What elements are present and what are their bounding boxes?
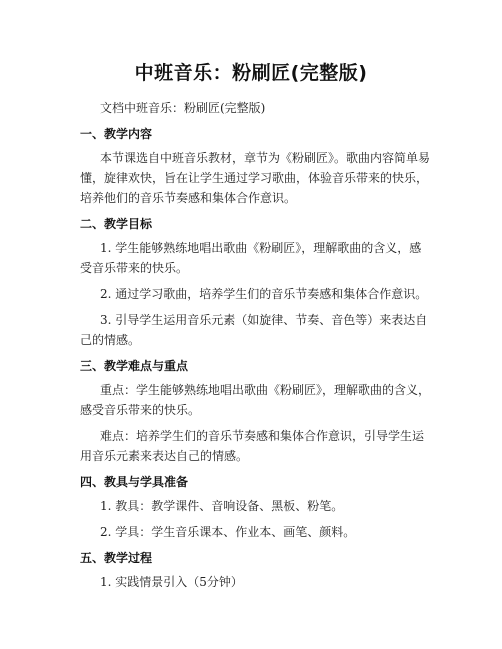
section-heading-materials: 四、教具与学具准备 <box>80 475 189 489</box>
list-item-goal-1 <box>80 238 432 278</box>
section-heading-teaching-content: 一、教学内容 <box>80 127 153 141</box>
list-item-material-2 <box>80 522 432 542</box>
list-item-text: 通过学习歌曲，培养学生们的音乐节奏感和集体合作意识。 <box>115 287 428 301</box>
list-number: 1. <box>100 499 112 513</box>
list-item-material-1 <box>80 496 432 516</box>
list-number: 3. <box>100 313 112 327</box>
list-item-goal-3 <box>80 310 432 350</box>
paragraph-key-point: 重点：学生能够熟练地唱出歌曲《粉刷匠》，理解歌曲的含义，感受音乐带来的快乐。 <box>80 383 431 417</box>
paragraph-difficulty: 难点：培养学生们的音乐节奏感和集体合作意识，引导学生运用音乐元素来表达自己的情感。 <box>80 429 425 463</box>
section-heading-teaching-goals: 二、教学目标 <box>80 217 153 231</box>
list-item-text: 引导学生运用音乐元素（如旋律、节奏、音色等）来表达自己的情感。 <box>80 313 428 347</box>
document-subtitle: 文档中班音乐：粉刷匠(完整版) <box>100 101 266 115</box>
list-number: 1. <box>100 575 112 589</box>
paragraph-teaching-content: 本节课选自中班音乐教材，章节为《粉刷匠》。歌曲内容简单易懂，旋律欢快，旨在让学生通过学习歌曲，体验音乐带来的快乐，培养他们的音乐节奏感和集体合作意识。 <box>80 151 431 205</box>
list-item-process-1 <box>80 572 432 592</box>
list-item-goal-2 <box>80 284 432 304</box>
list-number: 1. <box>100 241 112 255</box>
list-item-text: 教具：教学课件、音响设备、黑板、粉笔。 <box>115 499 344 513</box>
list-item-text: 学生能够熟练地唱出歌曲《粉刷匠》，理解歌曲的含义，感受音乐带来的快乐。 <box>80 241 422 275</box>
list-item-text: 学具：学生音乐课本、作业本、画笔、颜料。 <box>115 525 356 539</box>
document-title: 中班音乐：粉刷匠(完整版) <box>134 62 368 84</box>
section-heading-process: 五、教学过程 <box>80 551 153 565</box>
section-heading-key-points: 三、教学难点与重点 <box>80 359 189 373</box>
document-body <box>80 98 432 598</box>
list-item-text: 实践情景引入（5分钟） <box>115 575 243 589</box>
list-number: 2. <box>100 287 112 301</box>
list-number: 2. <box>100 525 112 539</box>
